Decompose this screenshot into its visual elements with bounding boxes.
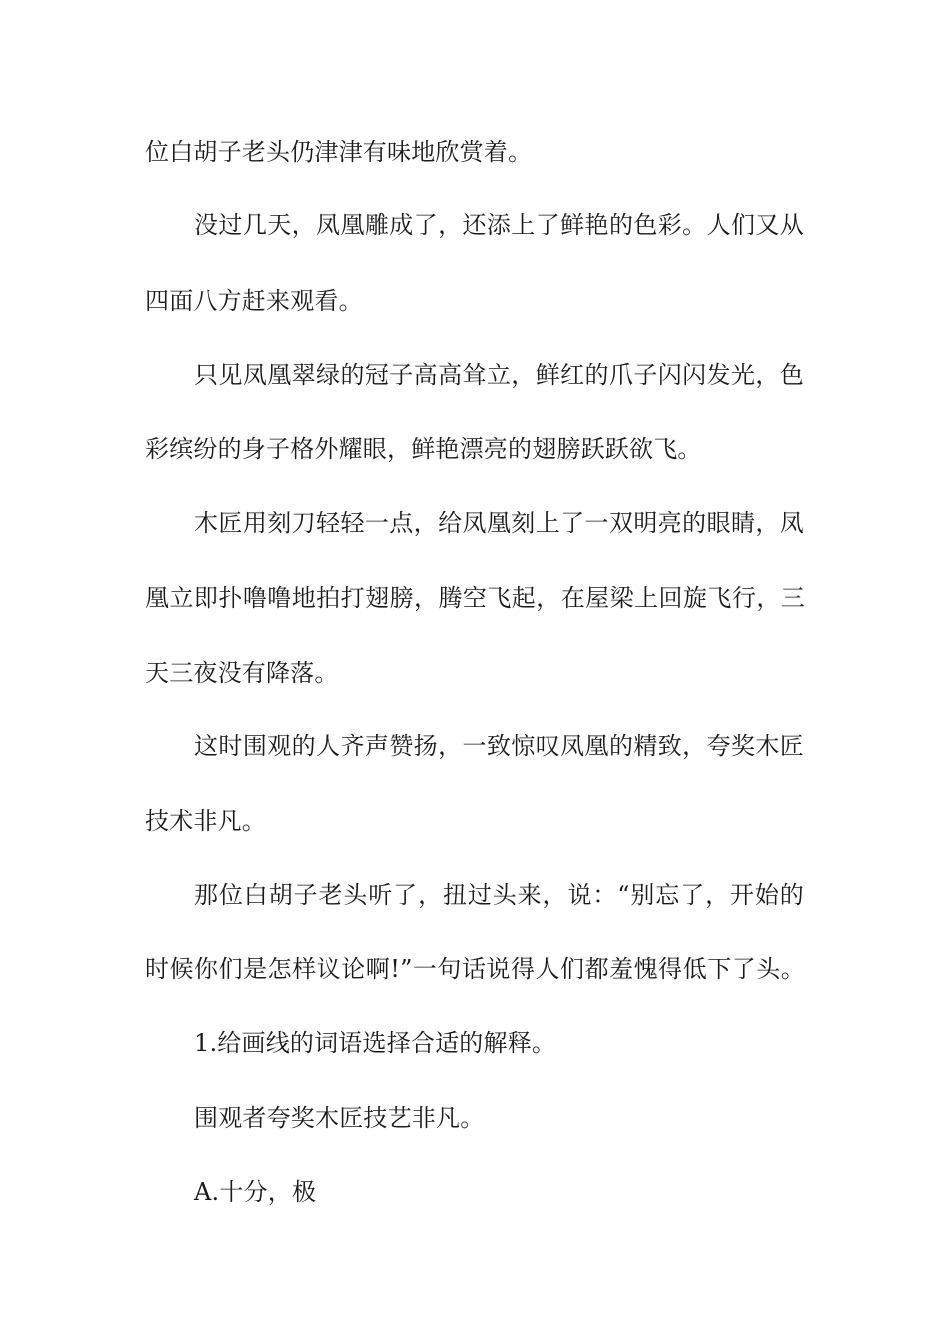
question-sentence: 围观者夸奖木匠技艺非凡。 (194, 1104, 485, 1132)
question-line: 1.给画线的词语选择合适的解释。 (194, 1029, 557, 1057)
paragraph-line: 四面八方赶来观看。 (145, 287, 363, 315)
paragraph-line: 没过几天，凤凰雕成了，还添上了鲜艳的色彩。人们又从 (194, 211, 804, 239)
paragraph-line: 时候你们是怎样议论啊!”一句话说得人们都羞愧得低下了头。 (145, 955, 805, 983)
paragraph-line: 那位白胡子老头听了，扭过头来，说：“别忘了，开始的 (194, 881, 804, 909)
paragraph-line: 木匠用刻刀轻轻一点，给凤凰刻上了一双明亮的眼睛，凤 (194, 509, 804, 537)
answer-option-a: A.十分，极 (194, 1178, 317, 1206)
paragraph-line: 只见凤凰翠绿的冠子高高耸立，鲜红的爪子闪闪发光，色 (194, 361, 804, 389)
paragraph-line: 天三夜没有降落。 (145, 659, 339, 687)
paragraph-line: 这时围观的人齐声赞扬，一致惊叹凤凰的精致，夸奖木匠 (194, 732, 804, 760)
paragraph-line: 凰立即扑噜噜地拍打翅膀，腾空飞起，在屋梁上回旋飞行，三 (145, 584, 805, 612)
paragraph-line: 技术非凡。 (145, 807, 266, 835)
paragraph-line: 彩缤纷的身子格外耀眼，鲜艳漂亮的翅膀跃跃欲飞。 (145, 435, 702, 463)
text-line-continuation: 位白胡子老头仍津津有味地欣赏着。 (145, 138, 533, 166)
